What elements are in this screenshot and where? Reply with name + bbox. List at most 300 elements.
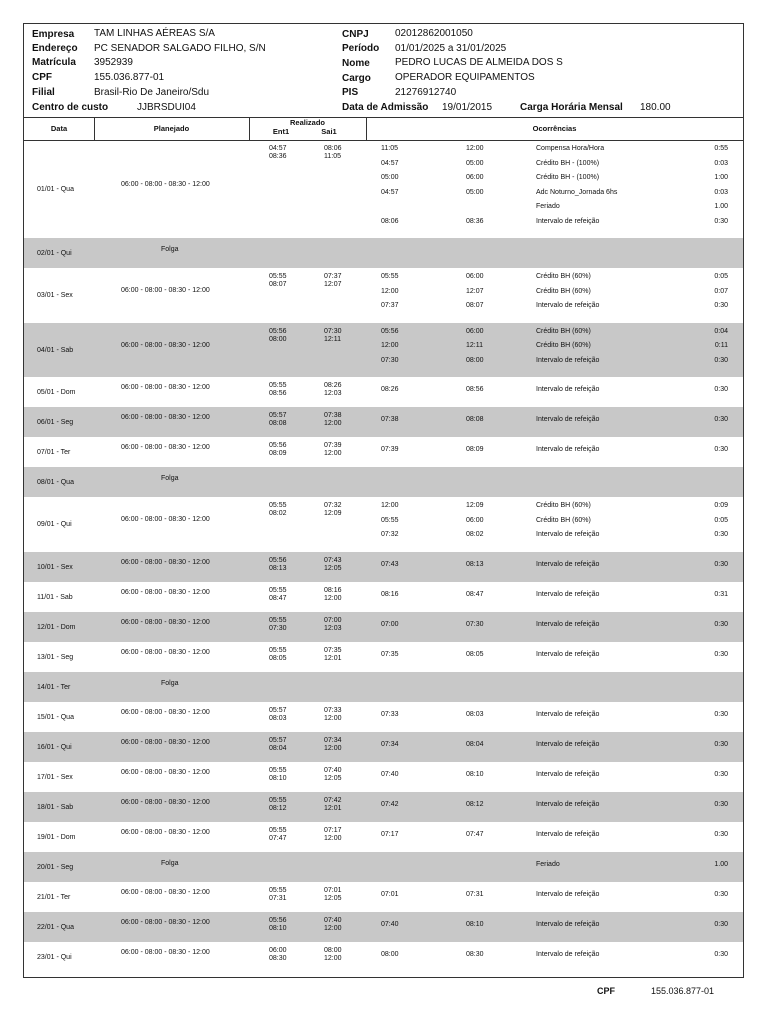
table-row [24, 702, 743, 732]
row-entry-time: 05:55 [269, 886, 287, 894]
row-entry-time: 05:55 [269, 273, 287, 280]
row-entry-time: 08:36 [269, 153, 287, 160]
row-exit-time: 07:37 [324, 273, 342, 280]
occurrence-start: 04:57 [381, 159, 399, 167]
row-planned: 06:00 - 08:00 - 08:30 - 12:00 [121, 444, 210, 451]
table-row [24, 552, 743, 582]
row-date: 02/01 - Qui [37, 250, 72, 257]
endereco-value: PC SENADOR SALGADO FILHO, S/N [94, 43, 266, 54]
row-planned: 06:00 - 08:00 - 08:30 - 12:00 [121, 918, 210, 926]
carga-horaria-label: Carga Horária Mensal [520, 102, 623, 113]
row-planned: 06:00 - 08:00 - 08:30 - 12:00 [121, 516, 210, 523]
occurrence-value: 0:31 [714, 590, 728, 598]
table-row [24, 762, 743, 792]
occurrence-start: 04:57 [381, 188, 399, 196]
occurrence-start: 05:55 [381, 273, 399, 280]
occurrence-start: 07:38 [381, 416, 399, 423]
occurrence-end: 08:09 [466, 446, 484, 453]
row-exit-time: 07:40 [324, 916, 342, 924]
occurrence-start: 08:06 [381, 217, 399, 225]
row-planned: 06:00 - 08:00 - 08:30 - 12:00 [121, 948, 210, 956]
occurrence-end: 08:00 [466, 356, 484, 364]
table-header [24, 117, 743, 141]
col-header-realizado: Realizado [289, 118, 325, 127]
occurrence-value: 0:30 [714, 531, 728, 538]
row-planned: 06:00 - 08:00 - 08:30 - 12:00 [121, 768, 210, 776]
row-date: 21/01 - Ter [37, 893, 71, 901]
occurrence-start: 05:00 [381, 174, 399, 181]
row-entry-time: 05:57 [269, 706, 287, 714]
occurrence-start: 07:35 [381, 650, 399, 658]
row-entry-time: 05:56 [269, 556, 287, 564]
occurrence-end: 08:08 [466, 416, 484, 423]
row-exit-time: 12:00 [324, 924, 342, 932]
occurrence-start: 07:32 [381, 531, 399, 538]
occurrence-value: 0:30 [714, 800, 728, 808]
row-exit-time: 11:05 [324, 153, 341, 160]
occurrence-end: 08:56 [466, 386, 484, 393]
row-exit-time: 12:00 [324, 594, 342, 602]
occurrence-description: Intervalo de refeição [536, 890, 600, 898]
matricula-label: Matrícula [32, 57, 76, 68]
occurrence-description: Adc Noturno_Jornada 6hs [536, 188, 618, 196]
occurrence-description: Intervalo de refeição [536, 386, 600, 393]
occurrence-end: 08:03 [466, 710, 484, 718]
occurrence-value: 0:30 [714, 356, 728, 364]
row-planned: 06:00 - 08:00 - 08:30 - 12:00 [121, 888, 210, 896]
row-entry-time: 08:09 [269, 450, 287, 457]
footer-cpf-label: CPF [597, 986, 615, 996]
occurrence-end: 07:47 [466, 830, 484, 838]
row-date: 01/01 - Qua [37, 186, 74, 193]
occurrence-start: 08:26 [381, 386, 399, 393]
row-exit-time: 12:00 [324, 450, 342, 457]
col-header-planejado: Planejado [153, 124, 190, 133]
occurrence-value: 0:30 [714, 302, 728, 309]
occurrence-end: 08:10 [466, 770, 484, 778]
row-exit-time: 12:07 [324, 281, 342, 288]
row-entry-time: 07:30 [269, 624, 287, 632]
occurrence-value: 0:30 [714, 950, 728, 958]
admissao-label: Data de Admissão [342, 102, 429, 113]
row-exit-time: 12:01 [324, 804, 342, 812]
row-exit-time: 07:40 [324, 766, 342, 774]
row-entry-time: 08:07 [269, 281, 287, 288]
row-entry-time: 08:13 [269, 564, 287, 572]
row-entry-time: 05:55 [269, 796, 287, 804]
occurrence-value: 0:03 [714, 188, 728, 196]
occurrence-description: Intervalo de refeição [536, 302, 600, 309]
occurrence-value: 1.00 [714, 203, 728, 210]
row-exit-time: 12:03 [324, 390, 342, 397]
periodo-value: 01/01/2025 a 31/01/2025 [395, 43, 507, 54]
occurrence-value: 0:30 [714, 770, 728, 778]
occurrence-start: 07:30 [381, 356, 399, 364]
occurrence-end: 08:47 [466, 590, 484, 598]
occurrence-end: 07:30 [466, 620, 484, 628]
row-date: 12/01 - Dom [37, 623, 76, 631]
row-date: 03/01 - Sex [37, 292, 73, 299]
row-entry-time: 08:10 [269, 774, 287, 782]
row-planned: 06:00 - 08:00 - 08:30 - 12:00 [121, 618, 210, 626]
timesheet-document [23, 23, 744, 978]
row-entry-time: 05:57 [269, 736, 287, 744]
table-row [24, 407, 743, 437]
table-row [24, 852, 743, 882]
occurrence-start: 07:40 [381, 920, 399, 928]
occurrence-end: 06:00 [466, 174, 484, 181]
row-exit-time: 12:01 [324, 654, 342, 662]
occurrence-description: Crédito BH - (100%) [536, 159, 600, 167]
row-planned: 06:00 - 08:00 - 08:30 - 12:00 [121, 828, 210, 836]
row-exit-time: 12:05 [324, 894, 342, 902]
occurrence-end: 05:00 [466, 159, 484, 167]
table-row [24, 268, 743, 323]
occurrence-value: 0:30 [714, 740, 728, 748]
occurrence-description: Intervalo de refeição [536, 560, 600, 568]
table-row [24, 238, 743, 268]
table-row [24, 497, 743, 552]
row-date: 20/01 - Seg [37, 863, 74, 871]
row-planned: 06:00 - 08:00 - 08:30 - 12:00 [121, 181, 210, 188]
row-entry-time: 08:04 [269, 744, 287, 752]
row-entry-time: 05:55 [269, 502, 287, 509]
occurrence-value: 0:30 [714, 650, 728, 658]
occurrence-value: 0:04 [714, 327, 728, 335]
cpf-label: CPF [32, 72, 52, 83]
row-planned: 06:00 - 08:00 - 08:30 - 12:00 [121, 414, 210, 421]
occurrence-description: Feriado [536, 860, 560, 868]
row-date: 15/01 - Qua [37, 713, 74, 721]
row-exit-time: 07:32 [324, 502, 342, 509]
row-planned: 06:00 - 08:00 - 08:30 - 12:00 [121, 384, 210, 391]
occurrence-start: 07:37 [381, 302, 399, 309]
row-exit-time: 08:00 [324, 946, 342, 954]
occurrence-value: 0:30 [714, 890, 728, 898]
occurrence-start: 07:00 [381, 620, 399, 628]
table-row [24, 732, 743, 762]
occurrence-description: Crédito BH (60%) [536, 287, 591, 295]
occurrence-value: 0:30 [714, 560, 728, 568]
row-planned: 06:00 - 08:00 - 08:30 - 12:00 [121, 798, 210, 806]
occurrence-end: 08:10 [466, 920, 484, 928]
row-exit-time: 12:00 [324, 420, 342, 427]
occurrence-value: 0:30 [714, 920, 728, 928]
row-planned: 06:00 - 08:00 - 08:30 - 12:00 [121, 708, 210, 716]
table-row [24, 582, 743, 612]
occurrence-description: Intervalo de refeição [536, 356, 600, 364]
table-row [24, 792, 743, 822]
row-exit-time: 07:34 [324, 736, 342, 744]
occurrence-start: 07:42 [381, 800, 399, 808]
occurrence-value: 1.00 [714, 860, 728, 868]
row-planned: 06:00 - 08:00 - 08:30 - 12:00 [121, 341, 210, 349]
row-entry-time: 05:57 [269, 412, 287, 419]
row-exit-time: 12:03 [324, 624, 342, 632]
cnpj-label: CNPJ [342, 29, 369, 40]
occurrence-value: 0:11 [714, 342, 728, 349]
occurrence-start: 07:43 [381, 560, 399, 568]
row-exit-time: 07:00 [324, 616, 342, 624]
nome-value: PEDRO LUCAS DE ALMEIDA DOS S [395, 57, 563, 68]
row-date: 10/01 - Sex [37, 563, 73, 571]
table-row [24, 140, 743, 238]
row-date: 19/01 - Dom [37, 833, 76, 841]
col-header-ocorrencias: Ocorrências [532, 124, 577, 133]
table-row [24, 882, 743, 912]
occurrence-description: Intervalo de refeição [536, 650, 600, 658]
occurrence-description: Intervalo de refeição [536, 740, 600, 748]
occurrence-description: Intervalo de refeição [536, 710, 600, 718]
occurrence-start: 12:00 [381, 287, 399, 295]
occurrence-start: 07:01 [381, 890, 399, 898]
cnpj-value: 02012862001050 [395, 28, 473, 39]
occurrence-value: 0:30 [714, 620, 728, 628]
occurrence-value: 0:03 [714, 159, 728, 167]
row-entry-time: 05:55 [269, 826, 287, 834]
matricula-value: 3952939 [94, 57, 133, 68]
occurrence-description: Intervalo de refeição [536, 770, 600, 778]
nome-label: Nome [342, 58, 370, 69]
row-planned: Folga [161, 859, 179, 867]
occurrence-end: 06:00 [466, 273, 484, 280]
filial-value: Brasil-Rio De Janeiro/Sdu [94, 87, 210, 98]
occurrence-end: 06:00 [466, 327, 484, 335]
row-exit-time: 07:30 [324, 327, 342, 335]
row-exit-time: 12:05 [324, 564, 342, 572]
occurrence-start: 07:40 [381, 770, 399, 778]
row-entry-time: 05:56 [269, 442, 287, 449]
row-entry-time: 08:00 [269, 335, 287, 343]
occurrence-start: 05:55 [381, 516, 399, 524]
row-entry-time: 08:12 [269, 804, 287, 812]
occurrence-start: 07:17 [381, 830, 399, 838]
occurrence-description: Feriado [536, 203, 560, 210]
table-row [24, 912, 743, 942]
occurrence-value: 0:05 [714, 516, 728, 524]
occurrence-start: 08:00 [381, 950, 399, 958]
row-date: 13/01 - Seg [37, 653, 74, 661]
row-planned: Folga [161, 679, 179, 687]
occurrence-description: Crédito BH - (100%) [536, 174, 600, 181]
table-row [24, 942, 743, 972]
row-entry-time: 05:55 [269, 766, 287, 774]
occurrence-description: Intervalo de refeição [536, 800, 600, 808]
endereco-label: Endereço [32, 43, 78, 54]
occurrence-end: 08:30 [466, 950, 484, 958]
row-exit-time: 08:16 [324, 586, 342, 594]
occurrence-description: Intervalo de refeição [536, 920, 600, 928]
row-date: 18/01 - Sab [37, 803, 74, 811]
row-entry-time: 04:57 [269, 145, 287, 152]
row-exit-time: 07:35 [324, 646, 342, 654]
col-header-data: Data [50, 124, 68, 133]
row-date: 11/01 - Sab [37, 593, 73, 601]
cpf-value: 155.036.877-01 [94, 72, 165, 83]
occurrence-start: 07:34 [381, 740, 399, 748]
occurrence-end: 12:07 [466, 287, 484, 295]
periodo-label: Período [342, 43, 380, 54]
pis-value: 21276912740 [395, 87, 457, 98]
empresa-label: Empresa [32, 29, 75, 40]
row-exit-time: 12:05 [324, 774, 342, 782]
col-header-sai1: Sai1 [321, 127, 337, 136]
occurrence-value: 0:30 [714, 710, 728, 718]
row-entry-time: 05:56 [269, 327, 287, 335]
occurrence-value: 0:30 [714, 386, 728, 393]
occurrence-value: 0:05 [714, 273, 728, 280]
row-planned: Folga [161, 246, 179, 253]
occurrence-end: 08:04 [466, 740, 484, 748]
row-exit-time: 12:00 [324, 834, 342, 842]
occurrence-start: 12:00 [381, 502, 399, 509]
occurrence-end: 12:00 [466, 145, 484, 152]
row-exit-time: 12:00 [324, 744, 342, 752]
occurrence-description: Crédito BH (60%) [536, 273, 591, 280]
occurrence-description: Crédito BH (60%) [536, 342, 591, 349]
row-planned: 06:00 - 08:00 - 08:30 - 12:00 [121, 588, 210, 596]
occurrence-description: Intervalo de refeição [536, 620, 600, 628]
row-exit-time: 07:39 [324, 442, 342, 449]
row-date: 23/01 - Qui [37, 953, 72, 961]
row-entry-time: 07:31 [269, 894, 287, 902]
row-exit-time: 07:38 [324, 412, 342, 419]
row-exit-time: 08:06 [324, 145, 342, 152]
occurrence-end: 07:31 [466, 890, 484, 898]
row-planned: 06:00 - 08:00 - 08:30 - 12:00 [121, 738, 210, 746]
table-row [24, 822, 743, 852]
occurrence-end: 08:07 [466, 302, 484, 309]
occurrence-description: Intervalo de refeição [536, 217, 600, 225]
row-date: 16/01 - Qui [37, 743, 72, 751]
occurrence-end: 08:05 [466, 650, 484, 658]
row-planned: 06:00 - 08:00 - 08:30 - 12:00 [121, 287, 210, 294]
row-exit-time: 07:43 [324, 556, 342, 564]
table-row [24, 642, 743, 672]
occurrence-value: 0:55 [714, 145, 728, 152]
occurrence-description: Intervalo de refeição [536, 830, 600, 838]
occurrence-start: 07:39 [381, 446, 399, 453]
table-row [24, 612, 743, 642]
row-entry-time: 05:55 [269, 616, 287, 624]
row-entry-time: 08:08 [269, 420, 287, 427]
occurrence-description: Intervalo de refeição [536, 416, 600, 423]
row-date: 04/01 - Sab [37, 346, 74, 354]
row-entry-time: 08:47 [269, 594, 287, 602]
carga-horaria-value: 180.00 [640, 102, 671, 113]
row-entry-time: 08:02 [269, 510, 287, 517]
row-entry-time: 06:00 [269, 946, 287, 954]
occurrence-end: 08:02 [466, 531, 484, 538]
footer-cpf-value: 155.036.877-01 [651, 986, 715, 996]
occurrence-description: Crédito BH (60%) [536, 327, 591, 335]
cargo-value: OPERADOR EQUIPAMENTOS [395, 72, 535, 83]
occurrence-description: Intervalo de refeição [536, 950, 600, 958]
col-header-ent1: Ent1 [272, 127, 290, 136]
occurrence-value: 1:00 [714, 174, 728, 181]
cargo-label: Cargo [342, 73, 371, 84]
table-row [24, 323, 743, 378]
admissao-value: 19/01/2015 [442, 102, 493, 113]
occurrence-end: 08:13 [466, 560, 484, 568]
row-exit-time: 12:00 [324, 714, 342, 722]
occurrence-value: 0:30 [714, 416, 728, 423]
occurrence-end: 12:11 [466, 342, 483, 349]
occurrence-description: Intervalo de refeição [536, 446, 600, 453]
occurrence-description: Intervalo de refeição [536, 531, 600, 538]
row-exit-time: 07:17 [324, 826, 342, 834]
row-entry-time: 08:10 [269, 924, 287, 932]
table-row [24, 672, 743, 702]
row-entry-time: 08:05 [269, 654, 287, 662]
row-planned: 06:00 - 08:00 - 08:30 - 12:00 [121, 648, 210, 656]
occurrence-value: 0:07 [714, 287, 728, 295]
occurrence-description: Compensa Hora/Hora [536, 145, 605, 152]
occurrence-start: 05:56 [381, 327, 399, 335]
occurrence-description: Intervalo de refeição [536, 590, 600, 598]
row-entry-time: 05:56 [269, 916, 287, 924]
centro-custo-label: Centro de custo [32, 102, 109, 113]
table-row [24, 377, 743, 407]
filial-label: Filial [32, 87, 55, 98]
occurrence-end: 06:00 [466, 516, 484, 524]
empresa-value: TAM LINHAS AÉREAS S/A [94, 28, 215, 39]
centro-custo-value: JJBRSDUI04 [137, 102, 196, 113]
occurrence-description: Crédito BH (60%) [536, 502, 591, 509]
row-entry-time: 08:30 [269, 954, 287, 962]
occurrence-start: 07:33 [381, 710, 399, 718]
row-exit-time: 12:09 [324, 510, 342, 517]
row-entry-time: 08:56 [269, 390, 287, 397]
occurrence-end: 08:36 [466, 217, 484, 225]
occurrence-end: 05:00 [466, 188, 484, 196]
row-planned: 06:00 - 08:00 - 08:30 - 12:00 [121, 558, 210, 566]
row-entry-time: 07:47 [269, 834, 287, 842]
row-date: 17/01 - Sex [37, 773, 73, 781]
row-date: 08/01 - Qua [37, 479, 74, 486]
occurrence-value: 0:30 [714, 446, 728, 453]
row-entry-time: 05:55 [269, 382, 287, 389]
occurrence-value: 0:30 [714, 217, 728, 225]
row-date: 09/01 - Qui [37, 521, 72, 528]
occurrence-end: 08:12 [466, 800, 484, 808]
row-date: 05/01 - Dom [37, 389, 76, 396]
occurrence-start: 12:00 [381, 342, 399, 349]
row-date: 22/01 - Qua [37, 923, 74, 931]
row-entry-time: 08:03 [269, 714, 287, 722]
row-exit-time: 07:01 [324, 886, 342, 894]
row-date: 07/01 - Ter [37, 449, 71, 456]
row-exit-time: 07:42 [324, 796, 342, 804]
row-exit-time: 12:00 [324, 954, 342, 962]
occurrence-value: 0:30 [714, 830, 728, 838]
table-row [24, 467, 743, 497]
occurrence-start: 11:05 [381, 145, 398, 152]
row-exit-time: 07:33 [324, 706, 342, 714]
occurrence-value: 0:09 [714, 502, 728, 509]
occurrence-end: 12:09 [466, 502, 484, 509]
row-date: 06/01 - Seg [37, 419, 74, 426]
row-entry-time: 05:55 [269, 586, 287, 594]
row-exit-time: 12:11 [324, 335, 341, 343]
row-exit-time: 08:26 [324, 382, 342, 389]
occurrence-description: Crédito BH (60%) [536, 516, 591, 524]
table-row [24, 437, 743, 467]
row-date: 14/01 - Ter [37, 683, 71, 691]
row-entry-time: 05:55 [269, 646, 287, 654]
row-planned: Folga [161, 475, 179, 482]
occurrence-start: 08:16 [381, 590, 399, 598]
